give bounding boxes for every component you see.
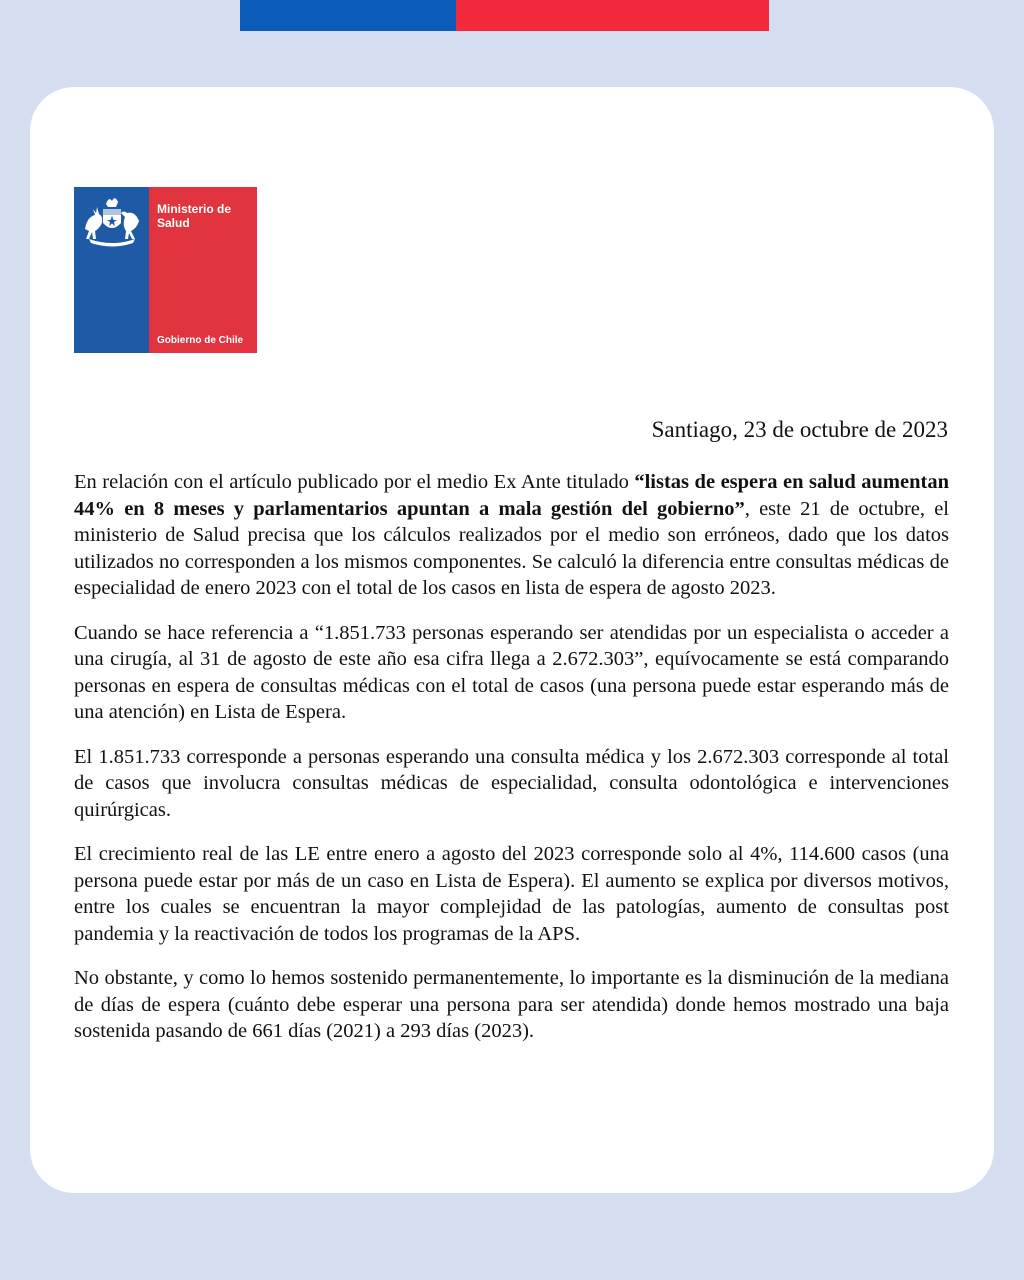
flag-stripe-red [456, 0, 769, 31]
flag-stripe-blue [240, 0, 456, 31]
flag-stripe [240, 0, 769, 31]
article-headline: “listas de espera en salud aumentan 44% en 8 meses y parlamentarios apuntan a mala gestión del gobierno” [74, 471, 949, 520]
paragraph-4: El crecimiento real de las LE entre enero a agosto del 2023 corresponde solo al 4%, 114.600 casos (una persona puede estar por más de un caso en Lista de Espera). El aumento se explica por diversos motivos, entre los cuales se encuentran la mayor complejidad de las patologías, aumento de consultas post pandemia y la reactivación de todos los programas de la APS. [74, 843, 949, 945]
logo-red-panel [149, 187, 257, 353]
paragraph-1-intro: En relación con el artículo publicado por el medio Ex Ante titulado [74, 471, 635, 493]
logo-government-name: Gobierno de Chile [157, 335, 244, 346]
paragraph-3: El 1.851.733 corresponde a personas esperando una consulta médica y los 2.672.303 corresponde al total de casos que involucra consultas médicas de especialidad, consulta odontológica e intervenciones quirúrgicas. [74, 745, 949, 821]
paragraph-1-rest: , este 21 de octubre, el ministerio de Salud precisa que los cálculos realizados por el medio son erróneos, dado que los datos utilizados no corresponden a los mismos componentes. Se calculó la diferencia entre consultas médicas de especialidad de enero 2023 con el total de los casos en lista de espera de agosto 2023. [74, 497, 950, 599]
paragraph-2: Cuando se hace referencia a “1.851.733 personas esperando ser atendidas por un especialista o acceder a una cirugía, al 31 de agosto de este año esa cifra llega a 2.672.303”, equívocamente se está comparando personas en espera de consultas médicas con el total de casos (una persona puede estar esperando más de una atención) en Lista de Espera. [74, 621, 949, 723]
letter-body [74, 469, 949, 1063]
logo-ministry-name: Ministerio de Salud [157, 202, 232, 230]
logo-blue-panel [74, 187, 149, 353]
letter-date: Santiago, 23 de octubre de 2023 [651, 417, 948, 442]
paragraph-5: No obstante, y como lo hemos sostenido permanentemente, lo importante es la disminución de la mediana de días de espera (cuánto debe esperar una persona para ser atendida) donde hemos mostrado una baja sostenida pasando de 661 días (2021) a 293 días (2023). [74, 967, 949, 1042]
paragraph-1 [74, 469, 949, 602]
ministry-logo [74, 187, 257, 353]
chile-coat-of-arms-icon [81, 195, 143, 247]
